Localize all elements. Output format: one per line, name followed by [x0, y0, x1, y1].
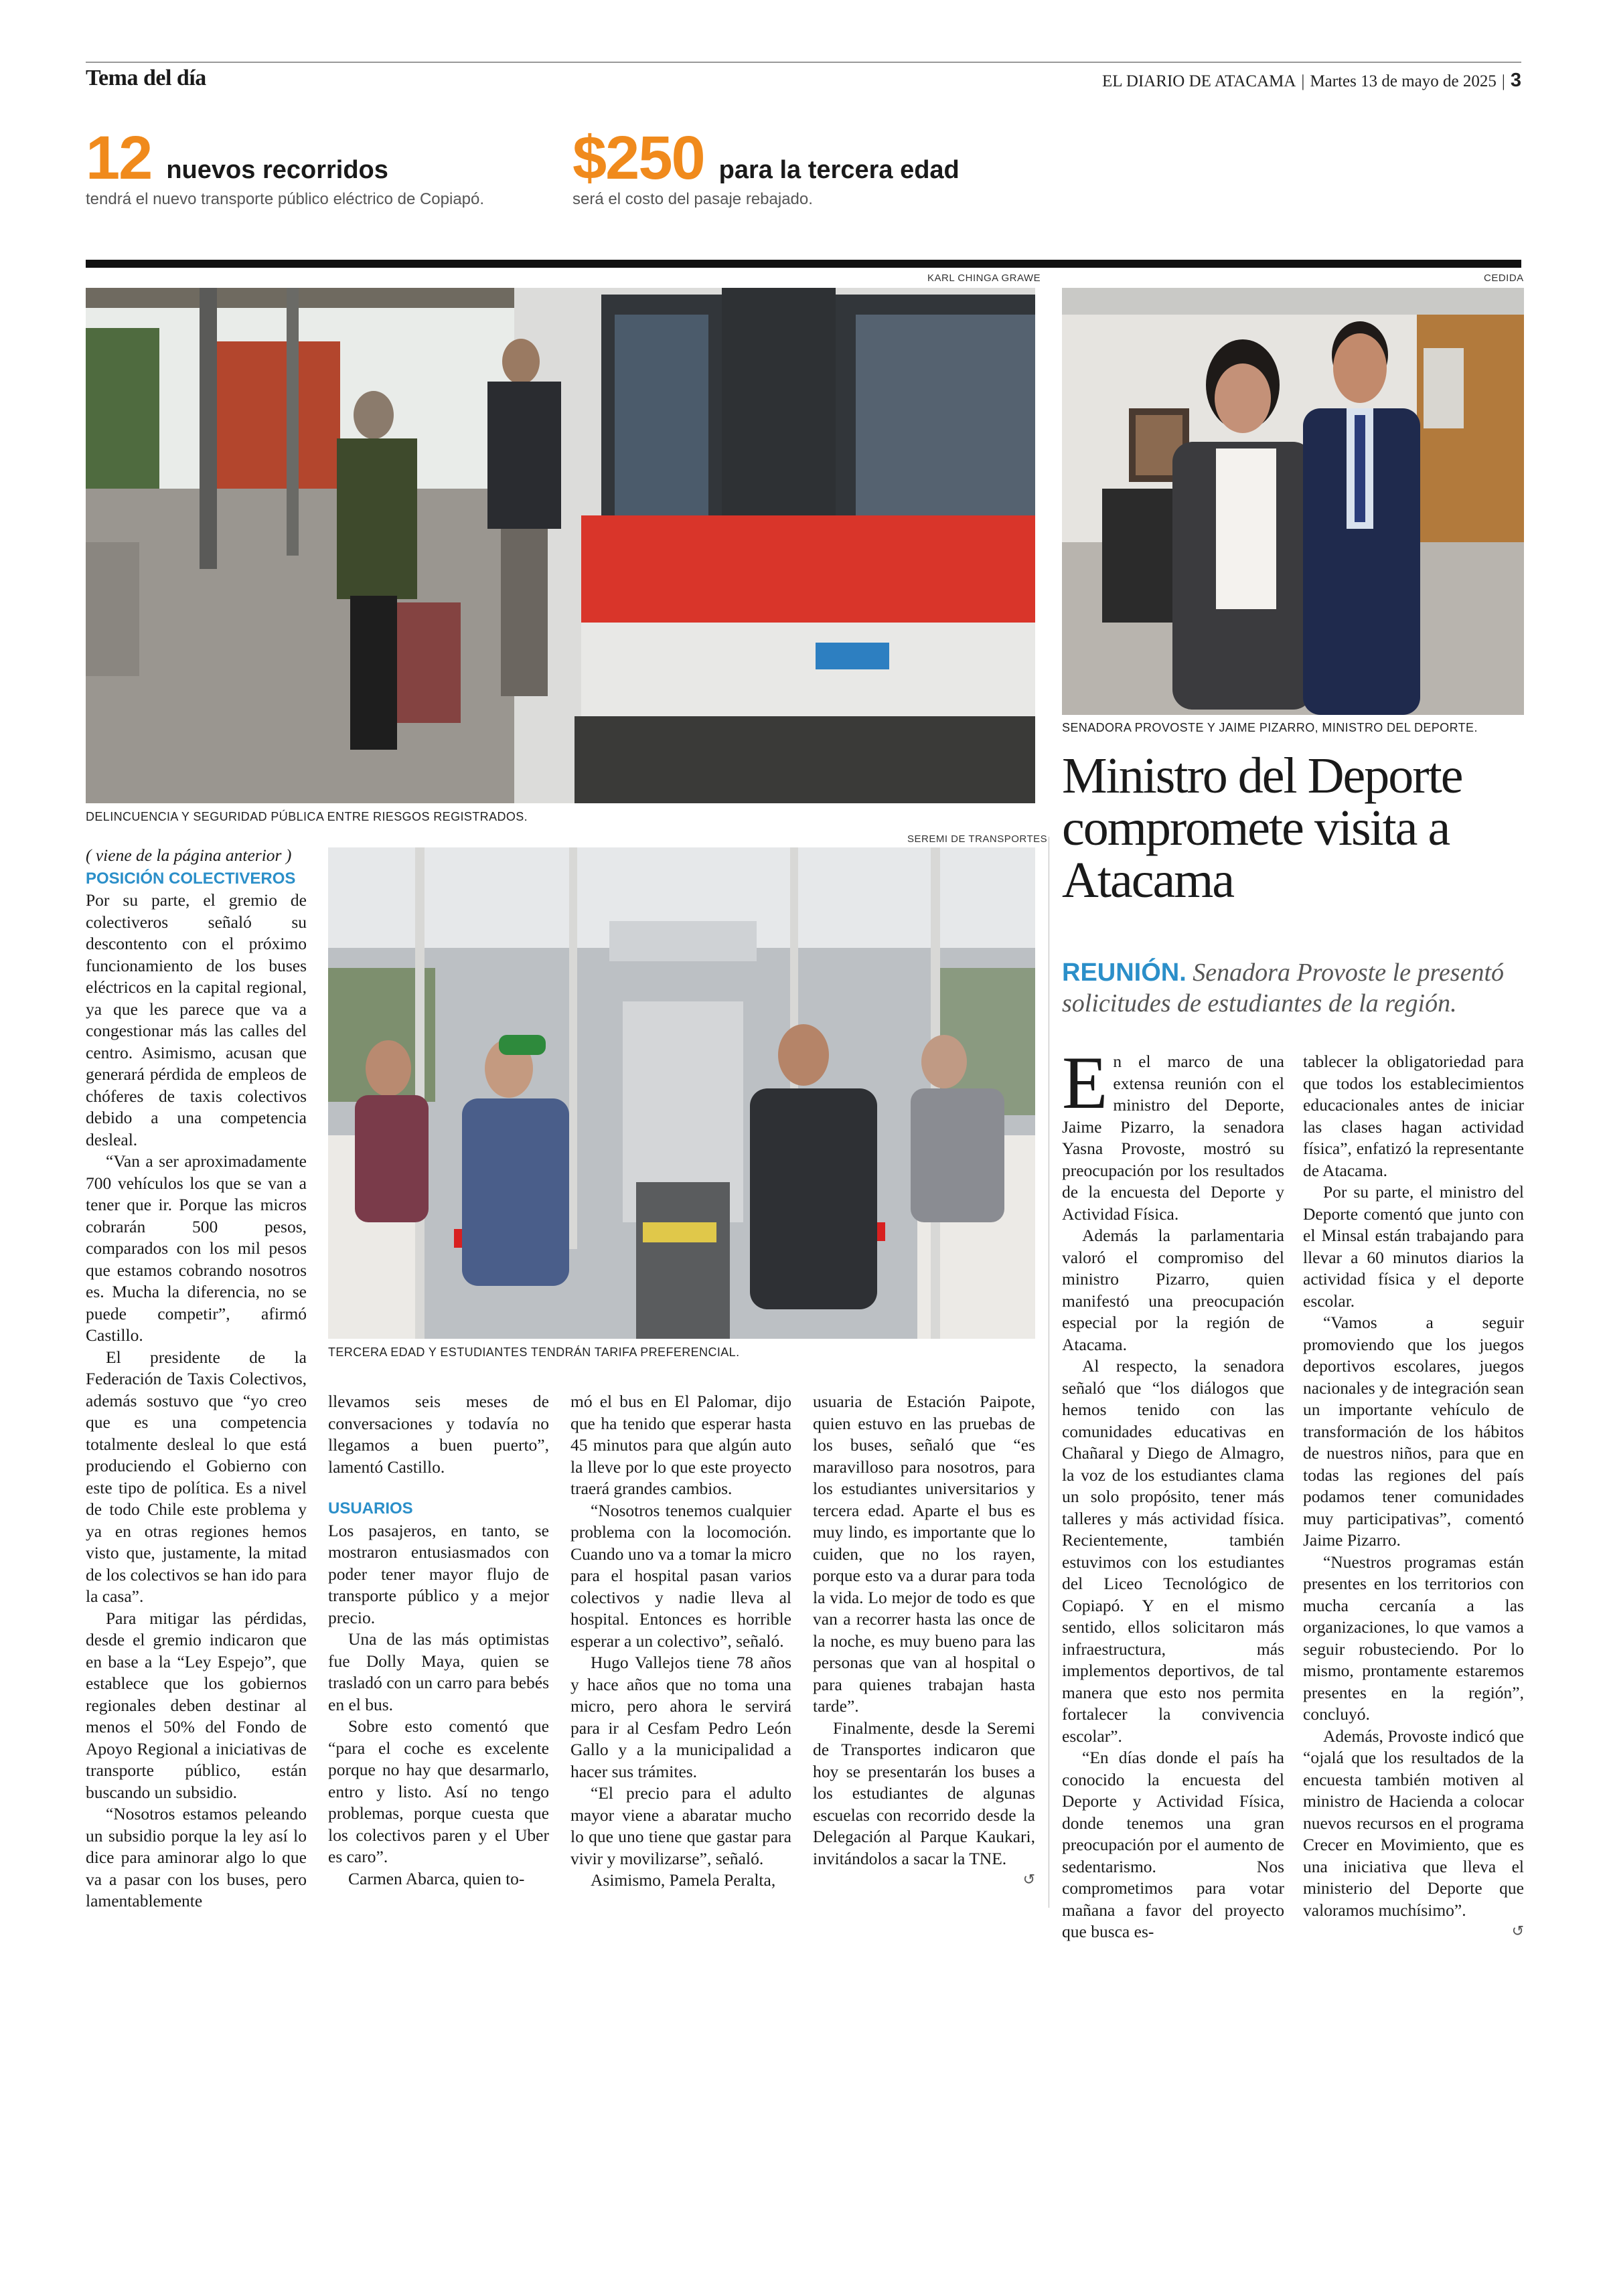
continued-note: ( viene de la página anterior )	[86, 845, 292, 865]
paragraph: Al respecto, la senadora señaló que “los diálogos que hemos tenido con las comunidades educativas en Chañaral y Diego de Almagro, la voz de los estudiantes clama un solo propósito, tener más talleres y más actividad física. Recientemente, también estuvimos con los estudiantes del Liceo Tecnológico de Copiapó. Y en el mismo sentido, ellos solicitaron más infraestructura, más implementos deportivos, de tal manera que esto nos permita fortalecer la convivencia escolar”.	[1062, 1356, 1284, 1746]
paragraph: “Nuestros programas están presentes en los territorios con mucha cercanía a las organizaciones, lo que vamos a seguir robusteciendo. Por lo mismo, prontamente estaremos presentes en la región”, concluyó.	[1303, 1552, 1524, 1724]
paragraph: “Nosotros estamos peleando un subsidio porque la ley así lo dice para aminorar algo lo que va a pasar con los buses, pero lamentablemente	[86, 1804, 307, 1910]
paragraph: Además, Provoste indicó que “ojalá que los resultados de la encuesta también motiven al ministro de Hacienda a colocar nuevos recursos en el programa Crecer en Movimiento, que es una iniciativa que lleva el ministerio del Deporte que valoramos muchísimo”.	[1303, 1726, 1524, 1920]
bus-stop-photo	[86, 288, 1035, 803]
article1-column-3	[570, 1391, 791, 1892]
end-of-article-icon: ↺	[1022, 1872, 1035, 1888]
subhead-usuarios: USUARIOS	[328, 1499, 413, 1518]
end-of-article-icon: ↺	[1511, 1923, 1524, 1940]
paragraph: tablecer la obligatoriedad para que todos los establecimientos educacionales antes de iniciar las clases hagan actividad física”, enfatizó la representante de Atacama.	[1303, 1052, 1524, 1180]
bus-interior-photo	[328, 847, 1035, 1339]
newspaper-name: EL DIARIO DE ATACAMA	[1102, 72, 1296, 90]
paragraph: “Nosotros tenemos cualquier problema con la locomoción. Cuando uno va a tomar la micro para el hospital pasan varios colectivos y nadie lleva al hospital. Entonces es horrible esperar a un colectivo”, señaló.	[570, 1500, 791, 1651]
paragraph: usuaria de Estación Paipote, quien estuvo en las pruebas de los buses, señaló que “es maravilloso para nosotros, para los estudiantes universitarios y tercera edad. Aparte el bus es muy lindo, es importante que lo cuiden, que no los rayen, porque esto va a durar para toda la vida. Lo mejor de todo es que van a recorrer hasta las once de la noche, es muy bueno para las personas que van al hospital o para quienes trabajan hasta tarde”.	[813, 1392, 1035, 1716]
subhead-colectiveros: POSICIÓN COLECTIVEROS	[86, 869, 296, 888]
issue-date: Martes 13 de mayo de 2025	[1310, 72, 1497, 90]
paragraph: Además la parlamentaria valoró el compromiso del ministro Pizarro, quien manifestó una preocupación especial por la región de Atacama.	[1062, 1226, 1284, 1354]
lead-text: n el marco de una extensa reunión con el ministro del Deporte, Jaime Pizarro, la senadora Yasna Provoste, mostró su preocupación por los resultados de la encuesta del Deporte y Actividad Física.	[1062, 1052, 1284, 1224]
stat-number: $250	[572, 124, 704, 192]
photo-credit: SEREMI DE TRANSPORTES	[907, 833, 1048, 845]
stat-2	[572, 124, 1175, 209]
lead-paragraph	[1062, 1042, 1284, 1225]
photo-caption: DELINCUENCIA Y SEGURIDAD PÚBLICA ENTRE RIESGOS REGISTRADOS.	[86, 810, 528, 823]
stat-number: 12	[86, 124, 152, 192]
paragraph: “Vamos a seguir promoviendo que los juegos deportivos escolares, juegos nacionales y de integración sean un importante vehículo de transformación de los hábitos de nuestros niños, para que en todas las regiones del país podamos tener comunidades muy participativas”, comentó Jaime Pizarro.	[1303, 1313, 1524, 1550]
drop-cap: E	[1062, 1042, 1108, 1125]
page-number: 3	[1510, 70, 1521, 91]
article2-column-2	[1303, 1051, 1524, 1943]
section-rule	[86, 260, 1521, 268]
paragraph: Por su parte, el gremio de colectiveros señaló su descontento con el próximo funcionamiento de los buses eléctricos en la capital regional, ya que les parece que va a congestionar más las calles del centro. Asimismo, acusan que generará pérdida de empleos de chóferes de taxis colectivos debido a una competencia desleal.	[86, 890, 307, 1149]
paragraph: Hugo Vallejos tiene 78 años y hace años que no toma una micro, pero ahora le servirá para ir al Cesfam Pedro León Gallo y a la municipalidad a hacer sus trámites.	[570, 1653, 791, 1781]
section-label: Tema del día	[86, 66, 206, 90]
paragraph: Los pasajeros, en tanto, se mostraron entusiasmados con poder tener mayor flujo de transporte público y a mejor precio.	[328, 1520, 549, 1627]
photo-credit: KARL CHINGA GRAWE	[927, 272, 1041, 284]
paragraph: Para mitigar las pérdidas, desde el gremio indicaron que en base a la “Ley Espejo”, que establece que los gobiernos regionales deben destinar al menos el 50% del Fondo de Apoyo Regional a iniciativas de transporte público, están buscando un subsidio.	[86, 1608, 307, 1802]
paragraph: Sobre esto comentó que “para el coche es excelente porque no hay que desarmarlo, entro y listo. Así no tengo problemas, porque cuesta que los colectivos paren y el Uber es caro”.	[328, 1716, 549, 1866]
article1-column-2	[328, 1391, 549, 1890]
stat-subtitle: será el costo del pasaje rebajado.	[572, 190, 813, 208]
article2-column-1	[1062, 1042, 1284, 1943]
top-rule	[86, 62, 1521, 63]
deck-text: Senadora Provoste le presentó solicitudes de estudiantes de la región.	[1062, 959, 1504, 1017]
article1-column-4	[813, 1391, 1035, 1892]
paragraph: mó el bus en El Palomar, dijo que ha tenido que esperar hasta 45 minutos para que algún auto la lleve por lo que este proyecto traerá grandes cambios.	[570, 1392, 791, 1498]
article2-headline: Ministro del Deporte compromete visita a Atacama	[1062, 748, 1462, 908]
minister-photo	[1062, 288, 1524, 715]
paragraph: El presidente de la Federación de Taxis Colectivos, además sostuvo que “yo creo que es una competencia totalmente desleal lo que está produciendo el Gobierno con este tipo de política. Es a nivel de todo Chile este problema y ya en otras regiones hemos visto que, justamente, la mitad de los colectivos se han ido para la casa”.	[86, 1347, 307, 1606]
deck-tag: REUNIÓN.	[1062, 959, 1187, 987]
paragraph: “En días donde el país ha conocido la encuesta del Deporte y Actividad Física, donde tenemos una gran preocupación por el aumento de sedentarismo. Nos comprometimos para votar mañana a favor del proyecto que busca es-	[1062, 1748, 1284, 1941]
photo-caption: SENADORA PROVOSTE Y JAIME PIZARRO, MINISTRO DEL DEPORTE.	[1062, 721, 1478, 734]
paragraph: Asimismo, Pamela Peralta,	[591, 1870, 776, 1890]
stat-label: nuevos recorridos	[166, 156, 388, 184]
photo-credit: CEDIDA	[1484, 272, 1524, 284]
stat-1	[86, 124, 554, 209]
paragraph: Carmen Abarca, quien to-	[348, 1868, 525, 1888]
article1-column-1	[86, 845, 307, 1912]
paragraph: Finalmente, desde la Seremi de Transportes indicaron que hoy se presentarán los buses a los estudiantes de algunas escuelas con recorrido desde la Delegación al Parque Kaukari, invitándolos a sacar la TNE.	[813, 1718, 1035, 1868]
paragraph: “Van a ser aproximadamente 700 vehículos los que se van a tener que ir. Porque las micros cobrarán 500 pesos, comparados con los mil pesos que estamos cobrando nosotros es. Mucha la diferencia, no se puede competir”, afirmó Castillo.	[86, 1151, 307, 1345]
paragraph: llevamos seis meses de conversaciones y todavía no llegamos a buen puerto”, lamentó Castillo.	[328, 1392, 549, 1477]
paragraph: Por su parte, el ministro del Deporte comentó que junto con el Minsal están trabajando para llevar a 60 minutos diarios la actividad física y el deporte escolar.	[1303, 1182, 1524, 1311]
paragraph: “El precio para el adulto mayor viene a abaratar mucho lo que uno tiene que gastar para vivir y movilizarse”, señaló.	[570, 1783, 791, 1868]
stat-subtitle: tendrá el nuevo transporte público eléctrico de Copiapó.	[86, 190, 485, 208]
paragraph: Una de las más optimistas fue Dolly Maya, quien se trasladó con un carro para bebés en el bus.	[328, 1629, 549, 1714]
stat-label: para la tercera edad	[718, 156, 960, 184]
masthead: EL DIARIO DE ATACAMA | Martes 13 de mayo de 2025 | 3	[1102, 70, 1521, 91]
photo-caption: TERCERA EDAD Y ESTUDIANTES TENDRÁN TARIFA PREFERENCIAL.	[328, 1345, 740, 1359]
article2-deck	[1062, 957, 1531, 1019]
